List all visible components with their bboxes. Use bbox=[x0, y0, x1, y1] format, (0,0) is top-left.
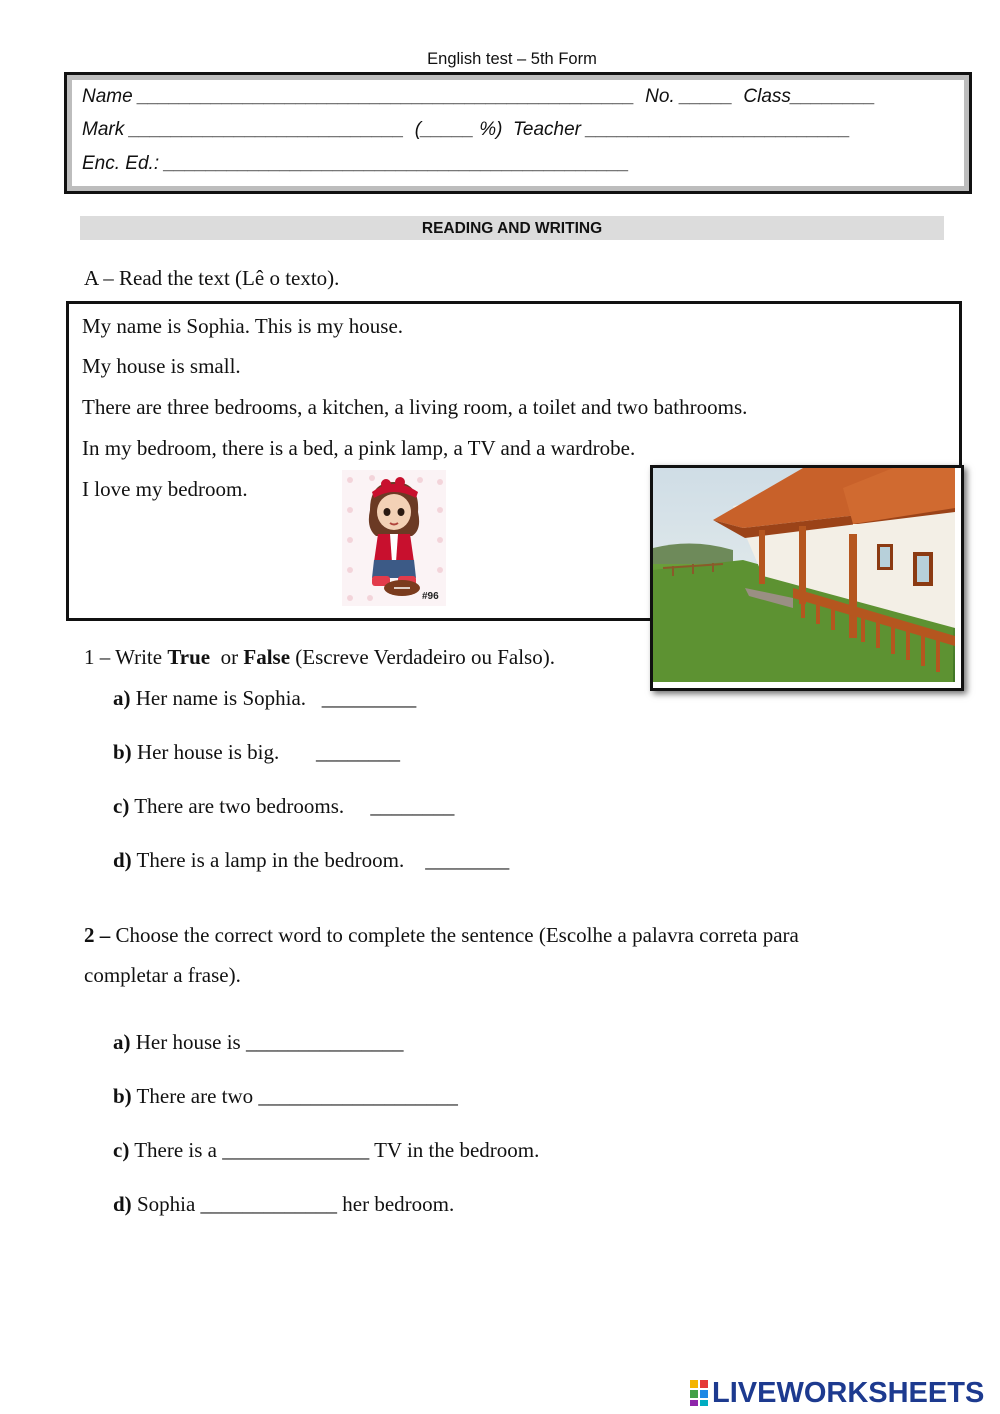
ex1-item-c[interactable]: c) There are two bedrooms. ________ bbox=[113, 794, 455, 818]
ex2-item-a[interactable]: a) Her house is _______________ bbox=[113, 1030, 404, 1054]
ex1-item-a[interactable]: a) Her name is Sophia. _________ bbox=[113, 686, 417, 710]
document-title: English test – 5th Form bbox=[427, 50, 597, 68]
exercise-2-instruction: 2 – Choose the correct word to complete the sentence (Escolhe a palavra correta para bbox=[84, 923, 799, 947]
reading-line-2: My house is small. bbox=[82, 354, 241, 378]
ex2-item-b[interactable]: b) There are two ___________________ bbox=[113, 1084, 458, 1108]
section-title: READING AND WRITING bbox=[80, 216, 944, 240]
enc-ed-line[interactable]: Enc. Ed.: ____________________________________________ bbox=[82, 153, 630, 174]
ex1-item-b[interactable]: b) Her house is big. ________ bbox=[113, 740, 401, 764]
mark-teacher-line[interactable]: Mark __________________________ (_____ %) Teacher _________________________ bbox=[82, 119, 851, 140]
reading-instruction: A – Read the text (Lê o texto). bbox=[84, 266, 340, 290]
name-number-class-line[interactable]: Name _______________________________________________ No. _____ Class________ bbox=[82, 86, 876, 107]
reading-line-4: In my bedroom, there is a bed, a pink lamp, a TV and a wardrobe. bbox=[82, 436, 636, 460]
house-photo bbox=[650, 465, 964, 691]
reading-line-1: My name is Sophia. This is my house. bbox=[82, 314, 404, 338]
reading-line-5: I love my bedroom. bbox=[82, 477, 248, 501]
exercise-1-instruction: 1 – Write True or False (Escreve Verdadeiro ou Falso). bbox=[84, 645, 555, 669]
sophia-girl-image bbox=[342, 470, 446, 606]
logo-text: LIVEWORKSHEETS bbox=[712, 1377, 985, 1408]
reading-line-3: There are three bedrooms, a kitchen, a living room, a toilet and two bathrooms. bbox=[82, 395, 748, 419]
logo-grid-icon bbox=[690, 1380, 708, 1406]
image-tag: #96 bbox=[422, 591, 439, 602]
exercise-2-instruction-cont: completar a frase). bbox=[84, 963, 241, 987]
ex2-item-c[interactable]: c) There is a ______________ TV in the bedroom. bbox=[113, 1138, 540, 1162]
ex2-item-d[interactable]: d) Sophia _____________ her bedroom. bbox=[113, 1192, 455, 1216]
ex1-item-d[interactable]: d) There is a lamp in the bedroom. ________ bbox=[113, 848, 510, 872]
liveworksheets-logo bbox=[690, 1372, 990, 1408]
